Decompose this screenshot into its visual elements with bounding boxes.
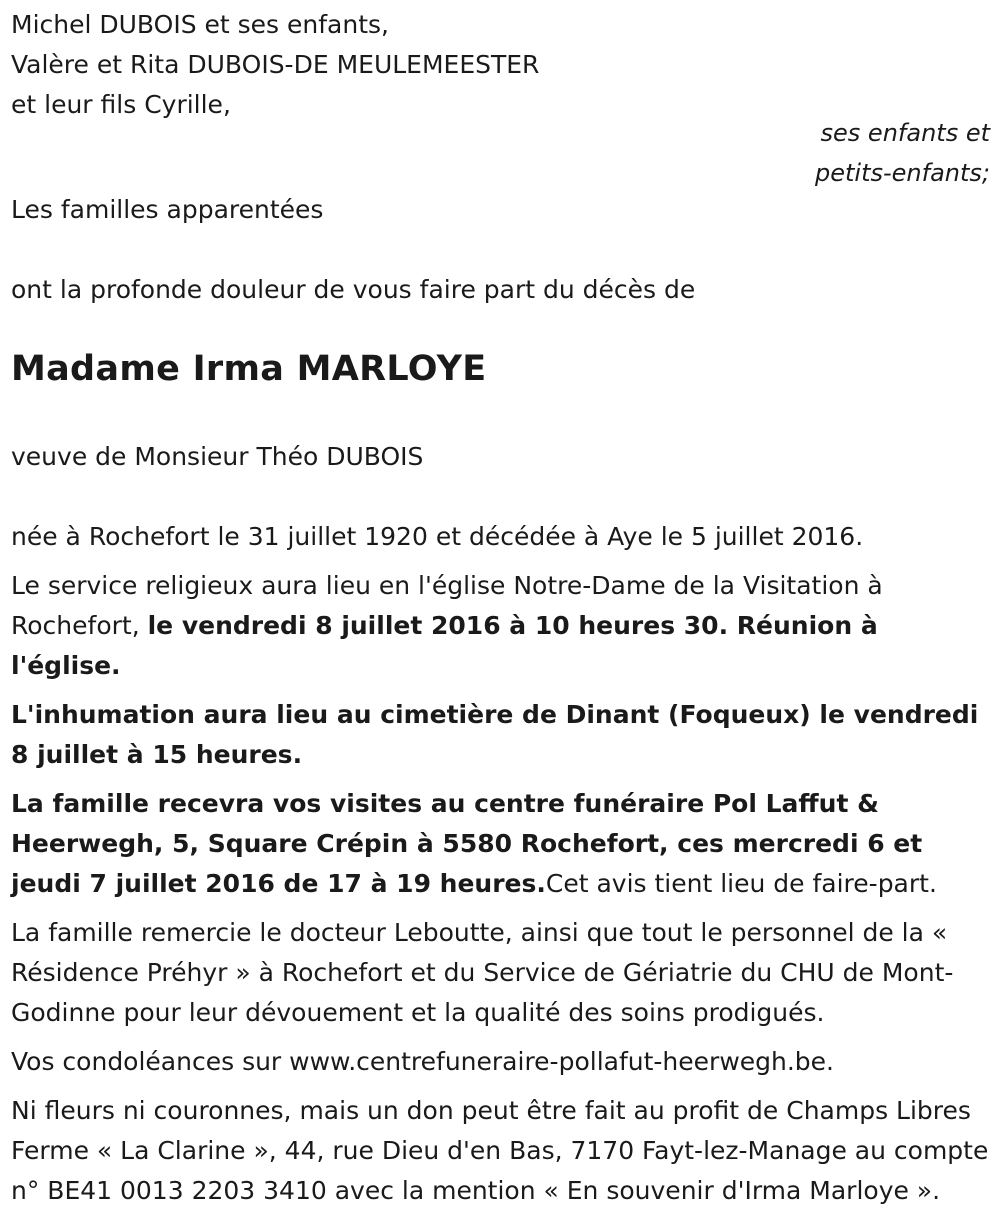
- family-line-2: Valère et Rita DUBOIS-DE MEULEMEESTER: [11, 50, 540, 79]
- related-families: Les familles apparentées: [11, 195, 324, 224]
- family-line-3: et leur fils Cyrille,: [11, 90, 231, 119]
- descendants-line-1: ses enfants et: [820, 119, 990, 147]
- descendants-note: [815, 113, 990, 193]
- burial-text: L'inhumation aura lieu au cimetière de Dinant (Foqueux) le vendredi 8 juillet à 15 heures.: [11, 700, 979, 769]
- family-line-1: Michel DUBOIS et ses enfants,: [11, 10, 389, 39]
- deceased-name: Madame Irma MARLOYE: [11, 349, 487, 389]
- service-paragraph: [11, 566, 995, 686]
- service-date: le vendredi 8 juillet 2016 à 10 heures 30. Réunion à l'église.: [11, 611, 878, 680]
- burial-paragraph: [11, 695, 995, 775]
- birth-death-paragraph: née à Rochefort le 31 juillet 1920 et décédée à Aye le 5 juillet 2016.: [11, 522, 864, 551]
- announcement: ont la profonde douleur de vous faire part du décès de: [11, 275, 696, 304]
- condolences-paragraph: Vos condoléances sur www.centrefuneraire-pollafut-heerwegh.be.: [11, 1047, 834, 1076]
- widow-of: veuve de Monsieur Théo DUBOIS: [11, 442, 424, 471]
- faire-part-note: Cet avis tient lieu de faire-part.: [545, 869, 937, 898]
- obituary-body: [11, 517, 995, 1220]
- visits-paragraph: [11, 784, 995, 904]
- family-names: [11, 5, 539, 125]
- descendants-line-2: petits-enfants;: [815, 159, 990, 187]
- donation-paragraph: Ni fleurs ni couronnes, mais un don peut être fait au profit de Champs Libres Ferme « La Clarine », 44, rue Dieu d'en Bas, 7170 Fayt-lez-Manage au compte n° BE41 0013 2203 3410 avec la mention « En souvenir d'Irma Marloye ».: [11, 1096, 989, 1205]
- service-text: Le service religieux aura lieu en l'église Notre-Dame de la Visitation à Rochefort,: [11, 571, 883, 640]
- thanks-paragraph: La famille remercie le docteur Leboutte, ainsi que tout le personnel de la « Résidence Préhyr » à Rochefort et du Service de Gériatrie du CHU de Mont-Godinne pour leur dévouement et la qualité des soins prodigués.: [11, 918, 954, 1027]
- visits-text: La famille recevra vos visites au centre funéraire Pol Laffut & Heerwegh, 5, Square Crépin à 5580 Rochefort, ces mercredi 6 et jeudi 7 juillet 2016 de 17 à 19 heures.: [11, 789, 923, 898]
